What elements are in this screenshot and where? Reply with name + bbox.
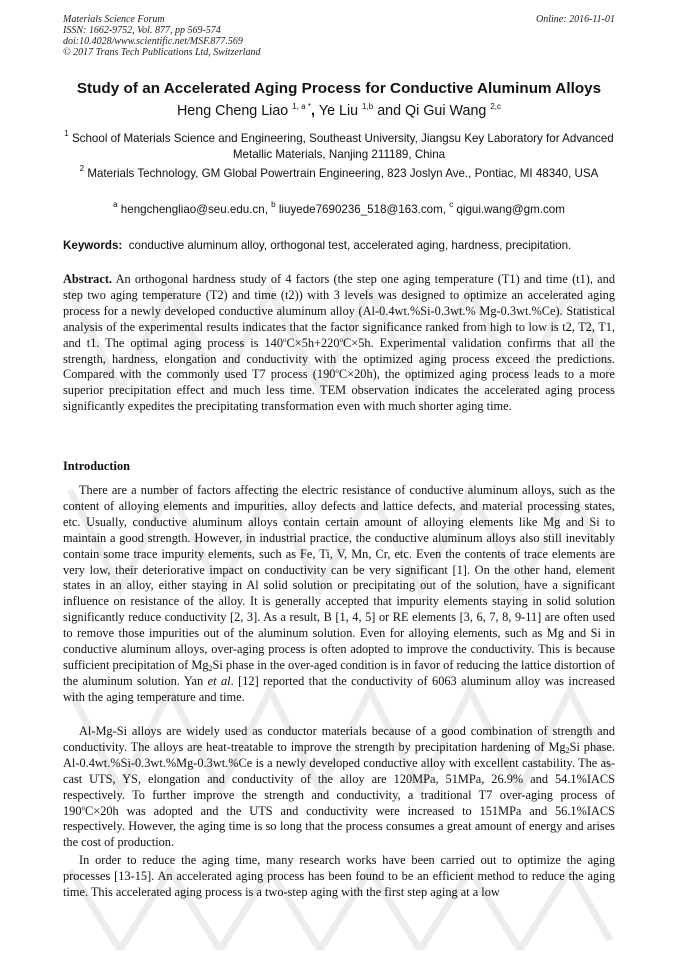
intro-paragraph-3 [63, 853, 615, 901]
journal-name: Materials Science Forum [63, 14, 165, 25]
email-link[interactable]: hengchengliao@seu.edu.cn, [120, 203, 272, 216]
author-affiliation-mark: 1, a * [292, 102, 311, 111]
paragraph-text: Si phase in the over-aged condition is in favor of reducing the lattice distortion of the aluminum solution. Yan [63, 657, 615, 688]
paragraph-text: C×20h was adopted and the UTS and conductivity were increased to 151MPa and 56.1%IACS respectively. However, the aging time is so long that the process consumes a great amount of energy and arises the cost of production. [63, 803, 615, 850]
author-list [40, 103, 638, 119]
abstract-text: C×20h), the optimized aging process leads to a more superior precipitation effect and much less time. TEM observation indicates the accelerated aging process significantly expedites the precipitating transformation even with much shorter aging time. [63, 367, 615, 414]
abstract [63, 272, 615, 415]
abstract-text: C×5h+220 [286, 335, 340, 350]
author-name: Heng Cheng Liao [176, 103, 289, 119]
keywords-label: Keywords: [63, 239, 123, 252]
author-affiliation-mark: 2,c [490, 102, 502, 111]
publication-header [63, 14, 615, 58]
issn-line: ISSN: 1662-9752, Vol. 877, pp 569-574 [63, 25, 221, 36]
author-name: Ye Liu [318, 103, 359, 119]
degree-mark: o [339, 335, 344, 344]
paragraph-text: . [12] reported that the conductivity of 6063 aluminum alloy was increased with the aging temperature and time. [63, 673, 615, 704]
email-link[interactable]: qigui.wang@gm.com [456, 203, 565, 216]
email-list [63, 200, 615, 216]
keywords-text: conductive aluminum alloy, orthogonal test, accelerated aging, hardness, precipitation. [128, 239, 572, 252]
email-mark: b [271, 200, 276, 209]
intro-paragraph-2 [63, 724, 615, 851]
author-affiliation-mark: 1,b [362, 102, 374, 111]
degree-mark: o [283, 335, 287, 344]
intro-paragraph-1 [63, 483, 615, 706]
doi-line: doi:10.4028/www.scientific.net/MSF.877.569 [63, 36, 243, 47]
paragraph-text: In order to reduce the aging time, many research works have been carried out to optimize the aging processes [13-15]. An accelerated aging process has been found to be an efficient method to reduce the aging time. This accelerated aging process is a two-step aging with the first step aging at a low [63, 853, 615, 899]
email-mark: c [449, 200, 454, 209]
online-date: Online: 2016-11-01 [536, 14, 615, 25]
italic-text: et al [207, 673, 231, 688]
author-separator: and [373, 103, 406, 119]
degree-mark: o [335, 367, 339, 376]
affiliation-text: School of Materials Science and Engineering, Southeast University, Jiangsu Key Laboratory for Advanced Metallic Materials, Nanjing 211189, China [71, 132, 614, 161]
abstract-text: C×5h. Experimental validation confirms that all the strength, hardness, elongation and conductivity with the optimized aging process exceed the predictions. Compared with the commonly used T7 process (190 [63, 335, 615, 382]
subscript: 2 [208, 663, 213, 673]
affiliation-1 [63, 131, 615, 163]
affiliation-number: 2 [79, 164, 85, 173]
introduction-heading: Introduction [63, 459, 130, 473]
author-name: Qi Gui Wang [405, 103, 487, 119]
affiliation-2 [63, 166, 615, 182]
subscript: 2 [565, 745, 570, 755]
affiliation-number: 1 [64, 129, 69, 138]
abstract-label: Abstract. [63, 272, 113, 286]
paragraph-text: Si phase. Al-0.4wt.%Si-0.3wt.%Mg-0.3wt.%Ce is a newly developed conductive alloy with excellent castability. The as-cast UTS, YS, elongation and conductivity of the alloy are 120MPa, 51MPa, 26.9% and 54.1%IACS respectively. To further improve the strength and conductivity, a traditional T7 over-aging process of 190 [63, 739, 615, 818]
keywords-line [63, 239, 615, 252]
affiliation-text: Materials Technology, GM Global Powertrain Engineering, 823 Joslyn Ave., Pontiac, MI 48340, USA [87, 167, 599, 180]
paragraph-text: There are a number of factors affecting the electric resistance of conductive aluminum alloys, such as the content of alloying elements and impurities, alloy defects and lattice defects, and material processing states, etc. Usually, conductive aluminum alloys contain certain amount of alloying elements like Mg and Si to maintain a good strength. However, in industrial practice, the conductive aluminum alloys also still inevitably contain some trace impurity elements, such as Fe, Ti, V, Mn, Cr, etc. Even the contents of trace elements are very low, their deteriorative impact on conductivity can be very significant [1]. On the other hand, element states in an alloy, either staying in Al solid solution or precipitating out of the solution, have a significant influence on resistance of the alloy. It is generally accepted that impurity elements staying in solid solution significantly reduce conductivity [2, 3]. As a result, B [1, 4, 5] or RE elements [3, 6, 7, 8, 9-11] are often used to remove those impurities out of the aluminum solution. Even for alloying elements, such as Mg and Si in conductive aluminum alloys, over-aging process is often adopted to improve the conductivity. This is because sufficient precipitation of Mg [63, 483, 615, 672]
paragraph-text: Al-Mg-Si alloys are widely used as conductor materials because of a good combination of strength and conductivity. The alloys are heat-treatable to improve the strength by precipitation hardening of Mg [63, 724, 615, 754]
paper-title: Study of an Accelerated Aging Process for Conductive Aluminum Alloys [76, 80, 602, 97]
email-mark: a [113, 200, 118, 209]
author-separator: , [310, 103, 319, 119]
email-link[interactable]: liuyede7690236_518@163.com, [278, 203, 450, 216]
abstract-text: An orthogonal hardness study of 4 factors (the step one aging temperature (T1) and time (t1), and step two aging temperature (T2) and time (t2)) with 3 levels was designed to optimize an accelerated aging process for a newly developed conductive aluminum alloy (Al-0.4wt.%Si-0.3wt.% Mg-0.3wt.%Ce). Statistical analysis of the experimental results indicates that the factor significance ranked from high to low is t2, T2, T1, and t1. The optimal aging process is 140 [63, 272, 616, 350]
copyright-line: © 2017 Trans Tech Publications Ltd, Switzerland [63, 47, 261, 58]
degree-mark: o [81, 803, 86, 812]
